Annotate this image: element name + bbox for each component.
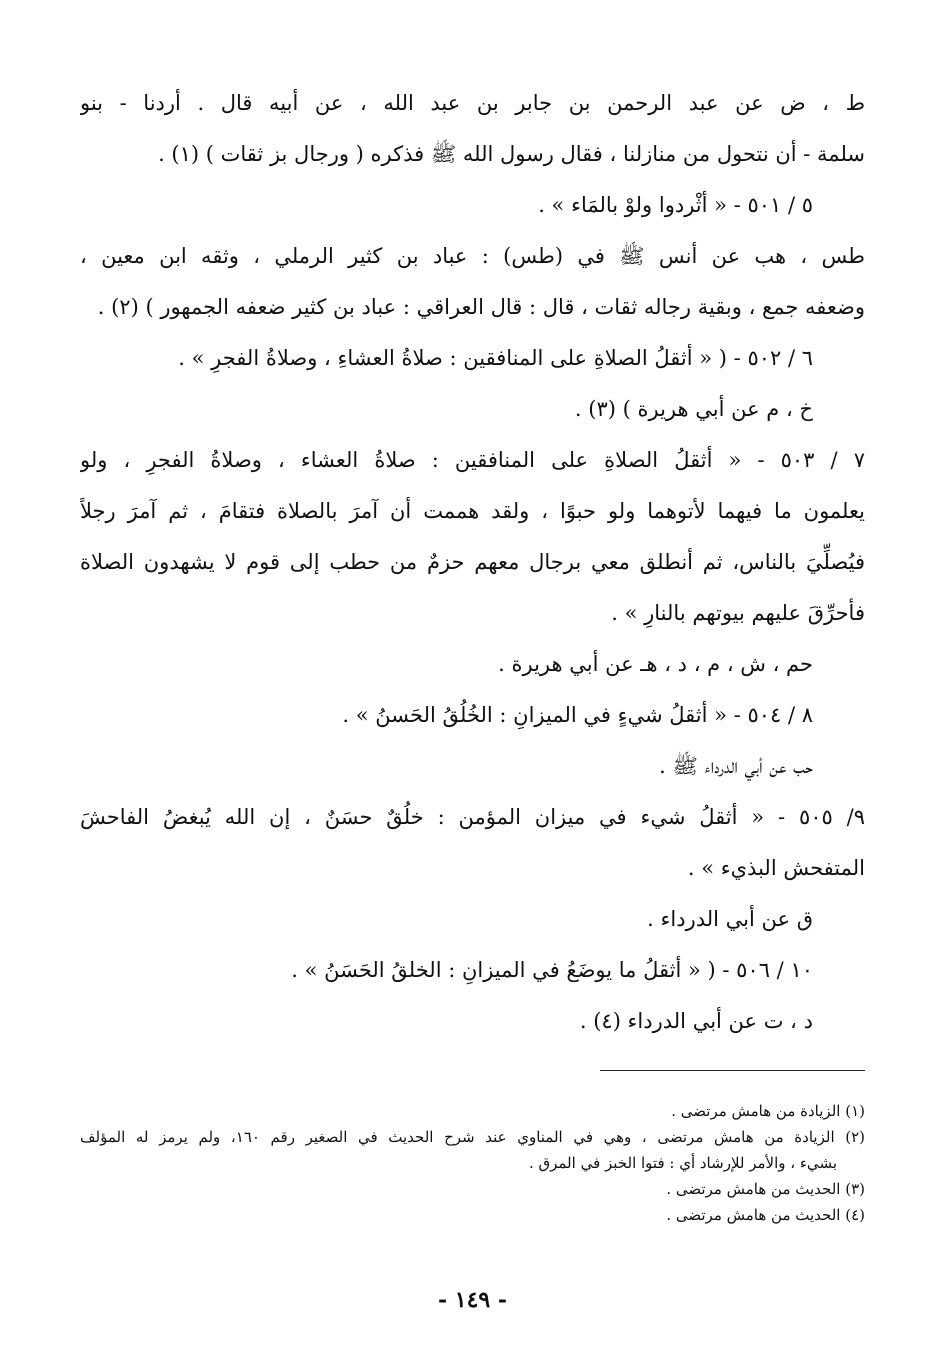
text-line: فأحرِّقَ عليهم بيوتهم بالنارِ » . [611, 601, 865, 625]
text-line: ٥ / ٥٠١ - « أثْردوا ولوْ بالمَاء » . [538, 193, 813, 217]
text-line: حب عن أبي الدرداء ﷺ . [659, 754, 813, 778]
main-text [80, 78, 865, 1047]
text-line: حم ، ش ، م ، د ، هـ عن أبي هريرة . [498, 652, 813, 676]
text-line: يعلمون ما فيهما لأتوهما ولو حبوًا ، ولقد هممت أن آمرَ بالصلاة فتقامَ ، ثم آمرَ رجلاً [80, 499, 865, 523]
text-line: د ، ت عن أبي الدرداء (٤) . [579, 1009, 813, 1033]
text-line: المتفحش البذيء » . [687, 856, 865, 880]
text-line: فيُصلِّيَ بالناس، ثم أنطلق معي برجال معهم حزمٌ من حطب إلى قوم لا يشهدون الصلاة [80, 550, 865, 574]
text-line: ٩/ ٥٠٥ - « أثقلُ شيء في ميزان المؤمن : خلُقٌ حسَنٌ ، إن الله يُبغضُ الفاحشَ [80, 805, 865, 829]
footnote-line: (٣) الحديث من هامش مرتضى . [666, 1180, 865, 1198]
text-line: ٧ / ٥٠٣ - « أثقلُ الصلاةِ على المنافقين : صلاةُ العشاء ، وصلاةُ الفجرِ ، ولو [80, 448, 865, 472]
footnote-separator [600, 1070, 865, 1071]
text-line: ط ، ض عن عبد الرحمن بن جابر بن عبد الله ، عن أبيه قال . أردنا - بنو [80, 91, 865, 115]
footnote-line: (١) الزيادة من هامش مرتضى . [671, 1102, 865, 1120]
footnote-line: بشيء ، والأمر للإرشاد أي : فتوا الخبز في المرق . [528, 1154, 837, 1172]
text-line: سلمة - أن نتحول من منازلنا ، فقال رسول الله ﷺ فذكره ( ورجال بز ثقات ) (١) . [158, 142, 865, 166]
text-line: ٦ / ٥٠٢ - ( « أثقلُ الصلاةِ على المنافقين : صلاةُ العشاءِ ، وصلاةُ الفجرِ » . [178, 346, 813, 370]
text-line: وضعفه جمع ، وبقية رجاله ثقات ، قال : قال العراقي : عباد بن كثير ضعفه الجمهور ) (٢) . [97, 295, 865, 319]
footnote-line: (٤) الحديث من هامش مرتضى . [666, 1206, 865, 1224]
text-line: ق عن أبي الدرداء . [647, 907, 813, 931]
text-line: خ ، م عن أبي هريرة ) (٣) . [574, 397, 813, 421]
text-line: ١٠ / ٥٠٦ - ( « أثقلُ ما يوضَعُ في الميزانِ : الخلقُ الحَسَنُ » . [291, 958, 813, 982]
page-number: - ١٤٩ - [437, 1287, 508, 1313]
footnotes [80, 1098, 865, 1228]
text-line: طس ، هب عن أنس ﷺ في (طس) : عباد بن كثير الرملي ، وثقه ابن معين ، [80, 244, 865, 268]
text-line: ٨ / ٥٠٤ - « أثقلُ شيءٍ في الميزانِ : الخُلُقُ الحَسنُ » . [342, 703, 813, 727]
footnote-line: (٢) الزيادة من هامش مرتضى ، وهي في المناوي عند شرح الحديث في الصغير رقم ١٦٠، ولم يرمز له المؤلف [80, 1128, 865, 1146]
